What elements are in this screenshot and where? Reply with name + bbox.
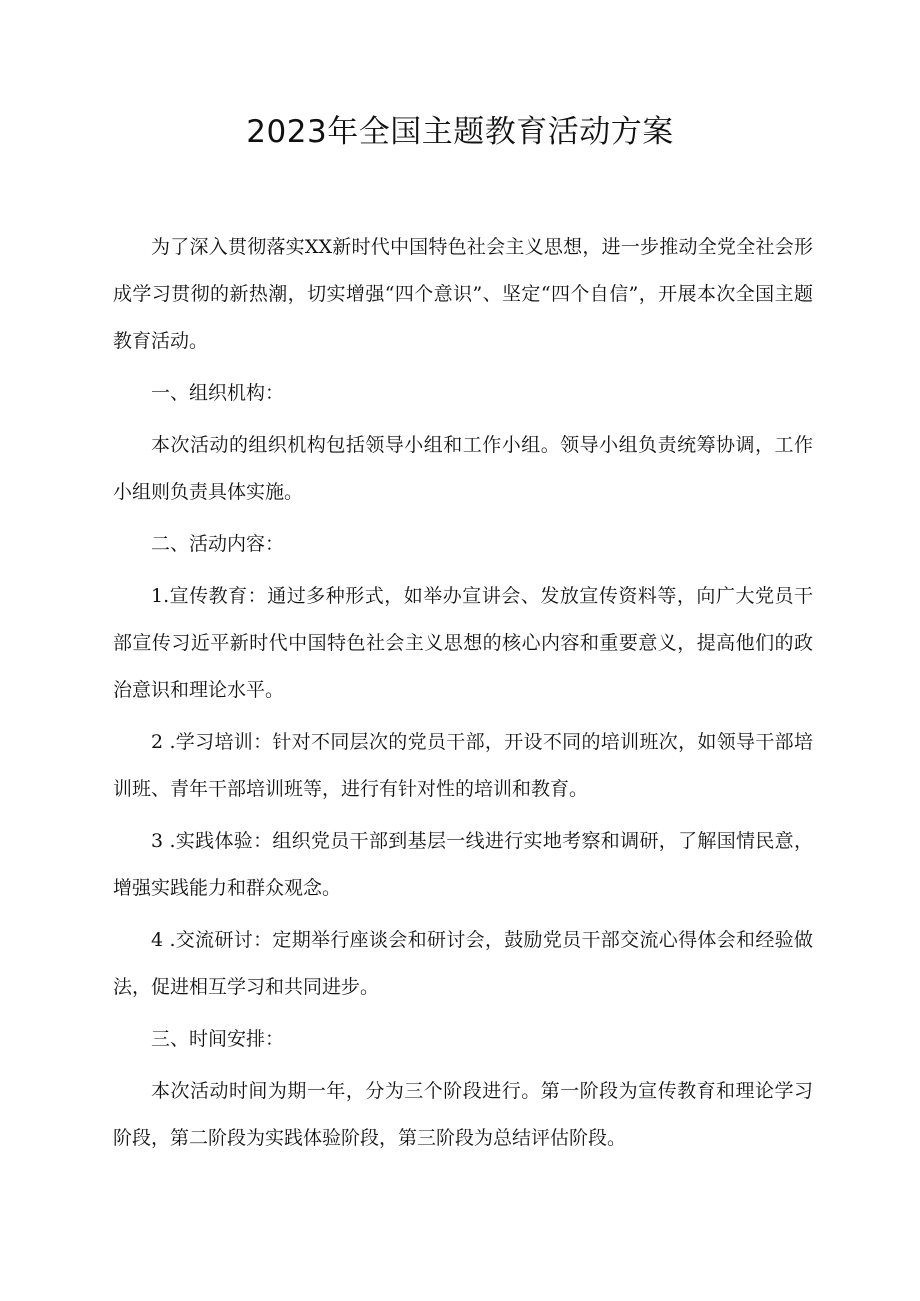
schedule-paragraph: 本次活动时间为期一年，分为三个阶段进行。第一阶段为宣传教育和理论学习阶段，第二阶段为实践体验阶段，第三阶段为总结评估阶段。: [113, 1080, 813, 1149]
content-item-1: 1.宣传教育：通过多种形式，如举办宣讲会、发放宣传资料等，向广大党员干部宣传习近平新时代中国特色社会主义思想的核心内容和重要意义，提高他们的政治意识和理论水平。: [113, 585, 813, 701]
document-title: 2023年全国主题教育活动方案: [246, 114, 674, 150]
section-heading-content: 二、活动内容：: [151, 533, 285, 555]
document-body: [113, 222, 813, 1167]
content-item-3: 3 .实践体验：组织党员干部到基层一线进行实地考察和调研，了解国情民意，增强实践能力和群众观念。: [113, 830, 813, 899]
content-item-2: 2 .学习培训：针对不同层次的党员干部，开设不同的培训班次，如领导干部培训班、青年干部培训班等，进行有针对性的培训和教育。: [113, 731, 813, 800]
organization-paragraph: 本次活动的组织机构包括领导小组和工作小组。领导小组负责统筹协调，工作小组则负责具体实施。: [113, 434, 813, 503]
section-heading-schedule: 三、时间安排：: [151, 1028, 285, 1050]
content-item-4: 4 .交流研讨：定期举行座谈会和研讨会，鼓励党员干部交流心得体会和经验做法，促进相互学习和共同进步。: [113, 929, 813, 998]
section-heading-organization: 一、组织机构：: [151, 382, 285, 404]
intro-paragraph: 为了深入贯彻落实XX新时代中国特色社会主义思想，进一步推动全党全社会形成学习贯彻的新热潮，切实增强“四个意识”、坚定“四个自信”，开展本次全国主题教育活动。: [113, 236, 813, 352]
